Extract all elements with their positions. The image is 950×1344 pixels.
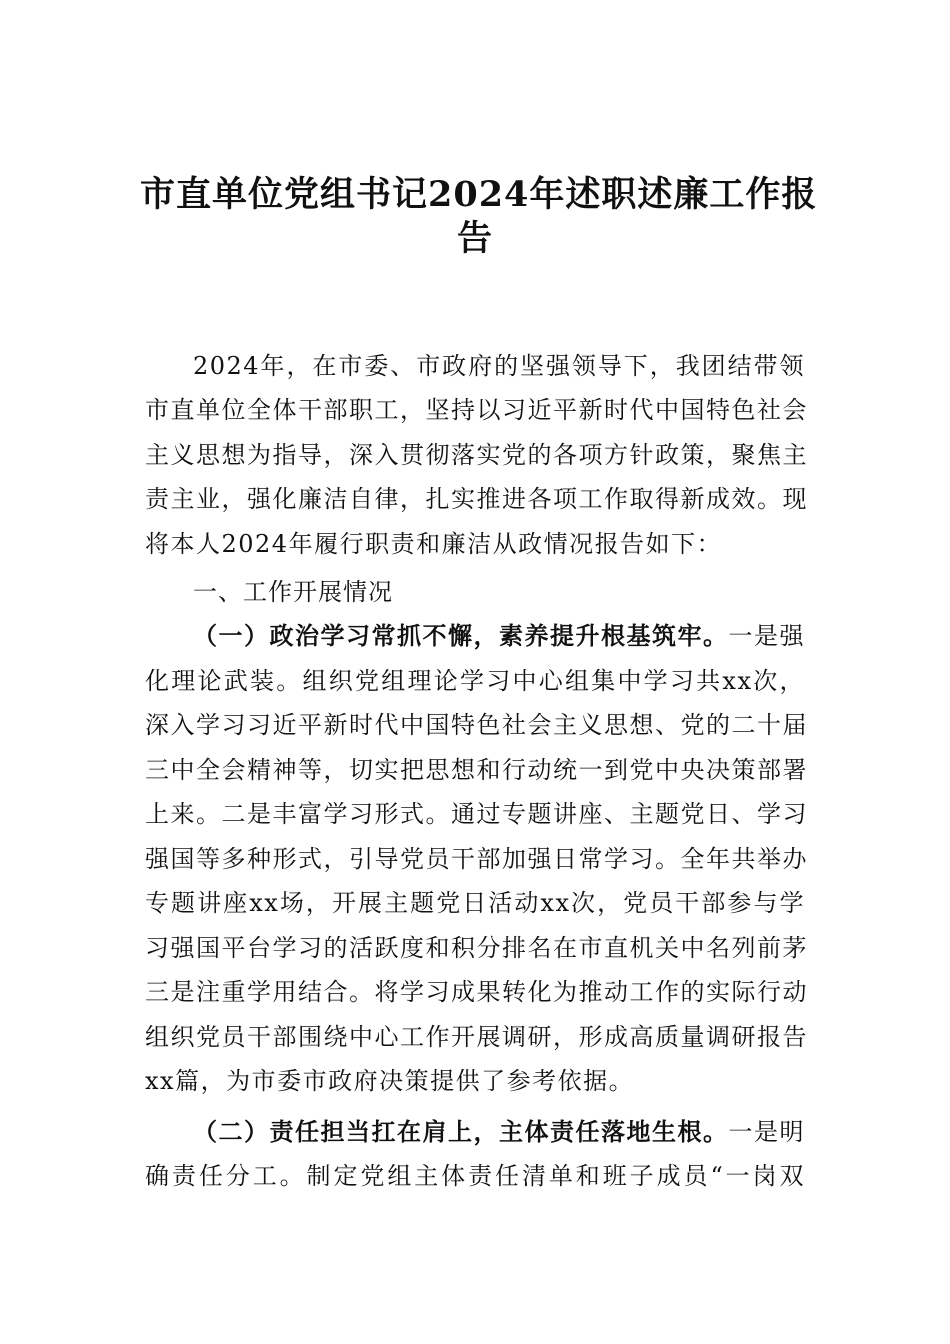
subsection-1-first-line — [145, 614, 805, 658]
intro-line-3: 主义思想为指导，深入贯彻落实党的各项方针政策，聚焦主 — [145, 441, 808, 469]
subsection-2-first-line-rest: 一是明 — [728, 1118, 805, 1146]
intro-line-4: 责主业，强化廉洁自律，扎实推进各项工作取得新成效。现 — [145, 485, 808, 513]
subsection-1-line: 专题讲座xx场，开展主题党日活动xx次，党员干部参与学 — [145, 889, 805, 917]
subsection-1-line: 化理论武装。组织党组理论学习中心组集中学习共xx次， — [145, 667, 805, 695]
subsection-1-line: 三中全会精神等，切实把思想和行动统一到党中央决策部署 — [145, 756, 808, 784]
subsection-1-line: 强国等多种形式，引导党员干部加强日常学习。全年共举办 — [145, 845, 808, 873]
subsection-1-line: 组织党员干部围绕中心工作开展调研，形成高质量调研报告 — [145, 1023, 808, 1051]
intro-line-5: 将本人2024年履行职责和廉洁从政情况报告如下： — [145, 530, 723, 558]
subsection-1-line: 深入学习习近平新时代中国特色社会主义思想、党的二十届 — [145, 711, 808, 739]
section-heading-1: 一、工作开展情况 — [193, 578, 393, 606]
intro-line-1: 2024年，在市委、市政府的坚强领导下，我团结带领 — [193, 352, 805, 380]
subsection-1-heading: （一）政治学习常抓不懈，素养提升根基筑牢。 — [193, 621, 729, 650]
intro-line-2: 市直单位全体干部职工，坚持以习近平新时代中国特色社会 — [145, 396, 808, 424]
subsection-1-line: 上来。二是丰富学习形式。通过专题讲座、主题党日、学习 — [145, 800, 808, 828]
subsection-1-first-line-rest: 一是强 — [728, 622, 805, 650]
subsection-2-heading: （二）责任担当扛在肩上，主体责任落地生根。 — [193, 1117, 729, 1146]
document-title-line-1: 市直单位党组书记2024年述职述廉工作报 — [140, 174, 818, 215]
subsection-1-line: 习强国平台学习的活跃度和积分排名在市直机关中名列前茅 — [145, 934, 808, 962]
document-title-line-2: 告 — [456, 218, 493, 259]
subsection-2-line: 确责任分工。制定党组主体责任清单和班子成员“一岗双 — [145, 1162, 805, 1190]
subsection-1-line: xx篇，为市委市政府决策提供了参考依据。 — [145, 1067, 635, 1095]
subsection-2-first-line — [145, 1110, 805, 1154]
subsection-1-line: 三是注重学用结合。将学习成果转化为推动工作的实际行动 — [145, 978, 808, 1006]
